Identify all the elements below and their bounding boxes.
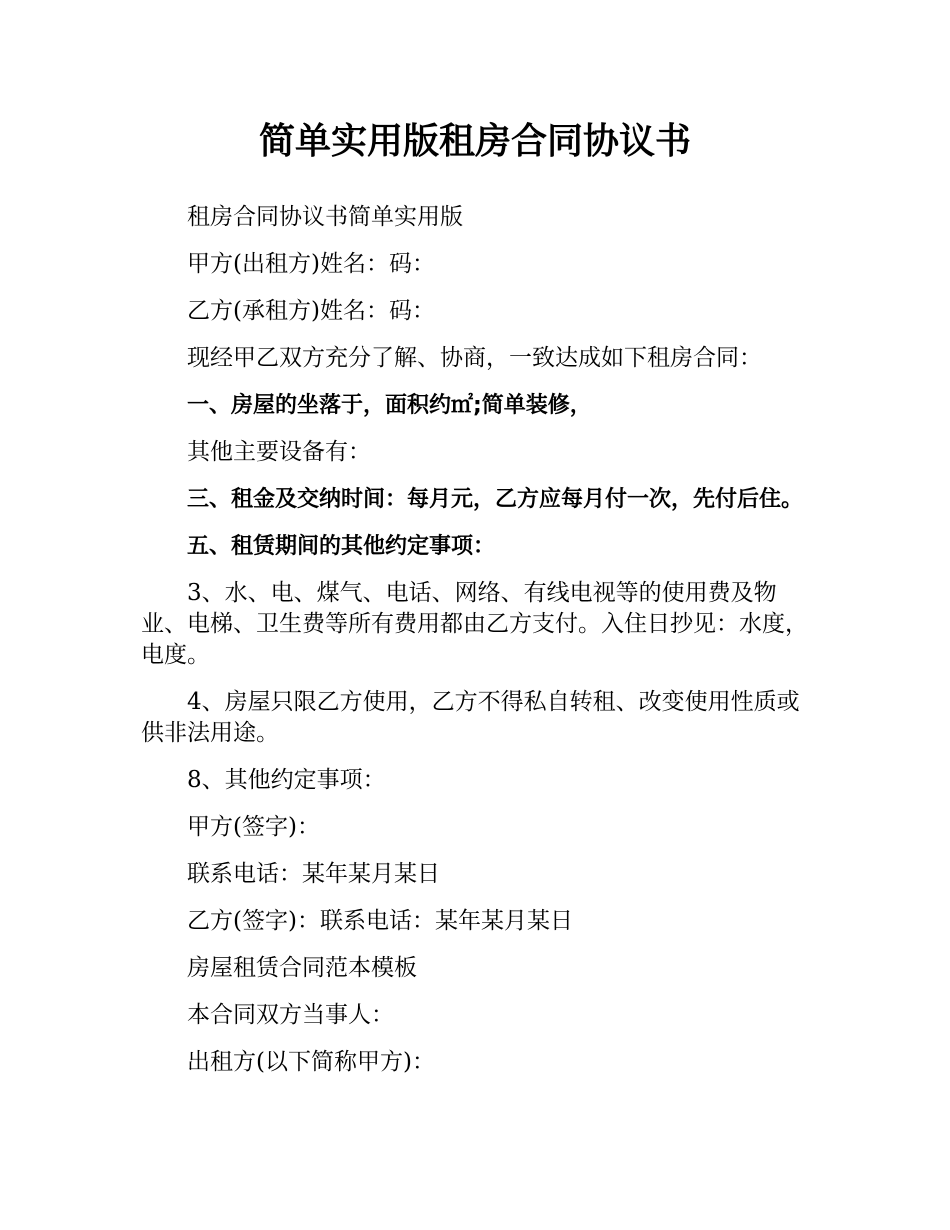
paragraph-item-8: 8、其他约定事项： — [187, 767, 386, 793]
paragraph-equipment: 其他主要设备有： — [187, 439, 371, 465]
contact-date-a: 联系电话：某年某月某日 — [187, 861, 440, 887]
paragraph-intro: 租房合同协议书简单实用版 — [187, 204, 463, 230]
paragraph-item-4: 4、房屋只限乙方使用，乙方不得私自转租、改变使用性质或供非法用途。 — [141, 689, 800, 746]
clause-heading-3: 三、租金及交纳时间：每月元，乙方应每月付一次，先付后住。 — [187, 487, 804, 512]
paragraph-party-b: 乙方(承租方)姓名：码： — [187, 298, 435, 324]
paragraph-party-a: 甲方(出租方)姓名：码： — [187, 251, 435, 277]
paragraph-agreement: 现经甲乙双方充分了解、协商，一致达成如下租房合同： — [187, 345, 762, 371]
paragraph-item-3: 3、水、电、煤气、电话、网络、有线电视等的使用费及物业、电梯、卫生费等所有费用都由乙方支付。入住日抄见：水度，电度。 — [141, 580, 808, 668]
document-title: 简单实用版租房合同协议书 — [258, 121, 691, 162]
paragraph-lessor: 出租方(以下简称甲方)： — [187, 1049, 435, 1075]
signature-party-a: 甲方(签字)： — [187, 814, 320, 840]
signature-party-b: 乙方(签字)：联系电话：某年某月某日 — [187, 908, 573, 934]
paragraph-template-title: 房屋租赁合同范本模板 — [187, 955, 417, 981]
clause-heading-5: 五、租赁期间的其他约定事项： — [187, 534, 496, 559]
clause-heading-1: 一、房屋的坐落于，面积约㎡;简单装修， — [187, 393, 592, 418]
paragraph-parties: 本合同双方当事人： — [187, 1002, 394, 1028]
document-body — [141, 202, 809, 1094]
